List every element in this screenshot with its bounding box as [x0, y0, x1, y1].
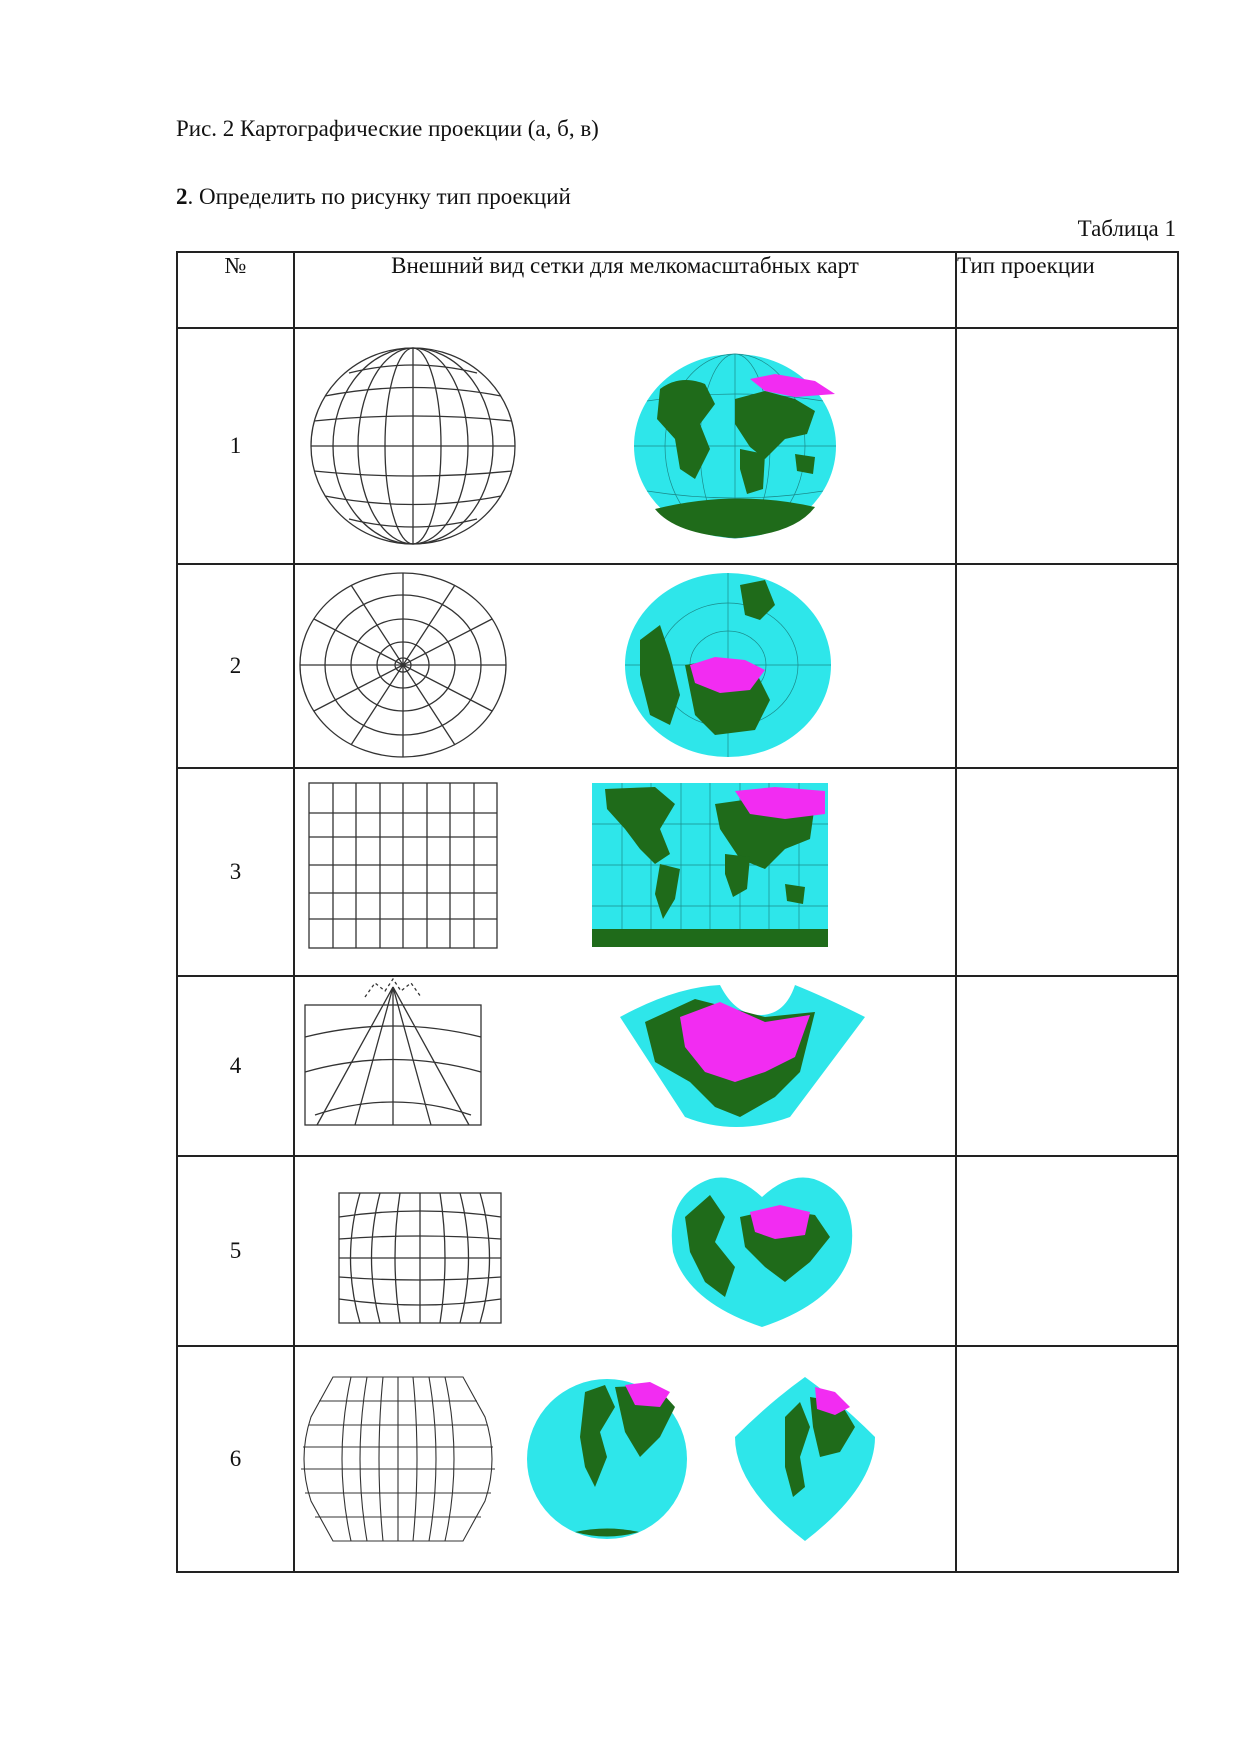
task-heading: [176, 184, 571, 210]
figure-caption: Рис. 2 Картографические проекции (а, б, в): [176, 116, 599, 141]
table-row: [177, 328, 1178, 564]
pseudocylindrical-grid-figure: [339, 1193, 501, 1323]
conic-map-figure: [620, 985, 865, 1127]
row-number: 4: [177, 976, 294, 1156]
projection-images: [294, 768, 956, 976]
projection-type-answer[interactable]: [956, 768, 1178, 976]
projection-table: [176, 251, 1179, 1573]
projection-type-answer[interactable]: [956, 1156, 1178, 1346]
globular-map-figure: [527, 1379, 687, 1539]
row-number: 5: [177, 1156, 294, 1346]
task-number: 2: [176, 184, 188, 209]
projection-images: [294, 1346, 956, 1572]
row-number: 6: [177, 1346, 294, 1572]
projection-type-answer[interactable]: [956, 564, 1178, 768]
projection-type-answer[interactable]: [956, 976, 1178, 1156]
diamond-map-figure: [735, 1377, 875, 1541]
cylindrical-grid-figure: [309, 783, 497, 948]
row-number: 3: [177, 768, 294, 976]
polyconic-grid-figure: [301, 1377, 495, 1541]
task-text: . Определить по рисунку тип проекций: [187, 184, 571, 209]
header-projection-type: Тип проекции: [956, 252, 1178, 328]
table-row: [177, 1346, 1178, 1572]
table-header-row: [177, 252, 1178, 328]
cylindrical-map-figure: [592, 783, 828, 947]
projection-images: [294, 328, 956, 564]
table-row: [177, 976, 1178, 1156]
row-number: 1: [177, 328, 294, 564]
polar-map-figure: [625, 573, 831, 757]
header-number: №: [177, 252, 294, 328]
table-row: [177, 768, 1178, 976]
table-label: Таблица 1: [1077, 216, 1176, 241]
projection-type-answer[interactable]: [956, 1346, 1178, 1572]
projection-images: [294, 564, 956, 768]
header-grid-appearance: Внешний вид сетки для мелкомасштабных карт: [294, 252, 956, 328]
globe-grid-figure: [311, 348, 515, 544]
conic-grid-figure: [305, 979, 481, 1125]
projection-type-answer[interactable]: [956, 328, 1178, 564]
table-row: [177, 564, 1178, 768]
cordiform-map-figure: [672, 1177, 852, 1327]
table-row: [177, 1156, 1178, 1346]
polar-grid-figure: [300, 573, 506, 757]
projection-images: [294, 976, 956, 1156]
row-number: 2: [177, 564, 294, 768]
globe-map-figure: [634, 354, 836, 538]
projection-images: [294, 1156, 956, 1346]
